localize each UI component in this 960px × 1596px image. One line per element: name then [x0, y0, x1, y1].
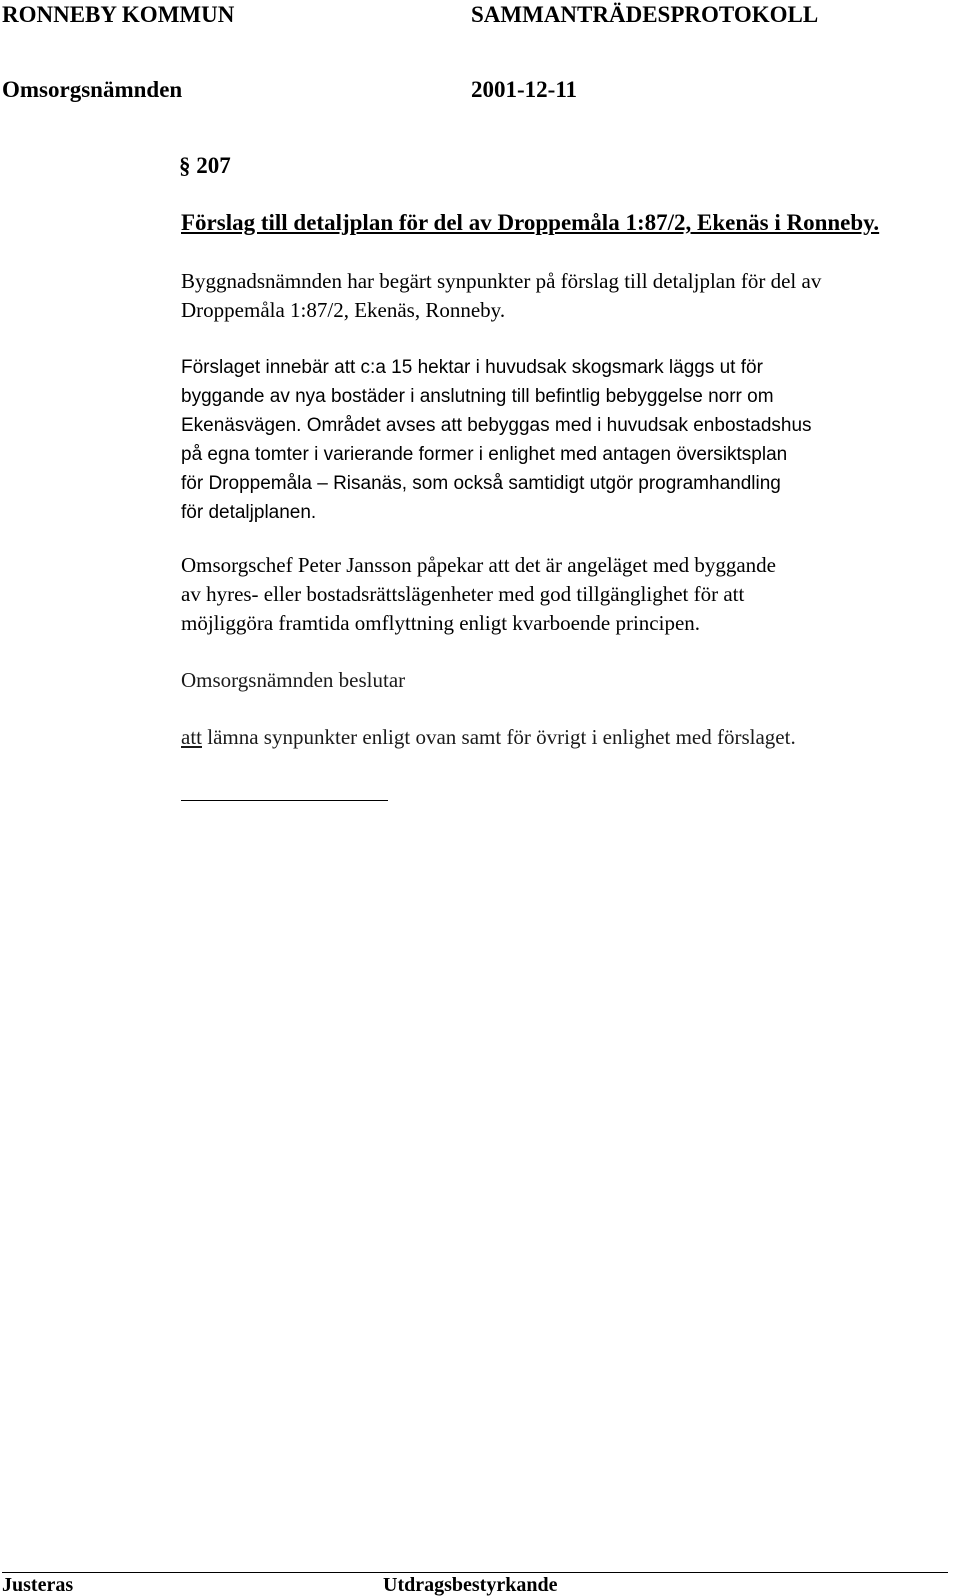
paragraph-request	[181, 267, 941, 325]
paragraph-line: för detaljplanen.	[181, 502, 317, 523]
paragraph-comment	[181, 551, 941, 638]
paragraph-line: Byggnadsnämnden har begärt synpunkter på förslag till detaljplan för del av	[181, 269, 822, 293]
footer-adjusted-label: Justeras	[2, 1574, 74, 1596]
decision-text	[181, 723, 796, 752]
paragraph-line: byggande av nya bostäder i anslutning till befintlig bebyggelse norr om	[181, 386, 774, 407]
section-title: Förslag till detaljplan för del av Droppemåla 1:87/2, Ekenäs i Ronneby.	[181, 210, 880, 235]
section-number: 207	[196, 153, 231, 178]
paragraph-line: för Droppemåla – Risanäs, som också samtidigt utgör programhandling	[181, 473, 781, 494]
municipality-name: RONNEBY KOMMUN	[2, 2, 235, 27]
paragraph-line: av hyres- eller bostadsrättslägenheter med god tillgänglighet för att	[181, 582, 745, 606]
paragraph-line: Omsorgschef Peter Jansson påpekar att det är angeläget med byggande	[181, 553, 776, 577]
paragraph-line: på egna tomter i varierande former i enlighet med antagen översiktsplan	[181, 444, 788, 465]
footer-certification-label: Utdragsbestyrkande	[383, 1574, 558, 1596]
document-type: SAMMANTRÄDESPROTOKOLL	[471, 2, 819, 27]
paragraph-line: Förslaget innebär att c:a 15 hektar i huvudsak skogsmark läggs ut för	[181, 357, 763, 378]
section-heading	[179, 153, 231, 179]
footer-rule	[2, 1572, 948, 1573]
committee-name: Omsorgsnämnden	[2, 77, 183, 102]
decision-body: lämna synpunkter enligt ovan samt för övrigt i enlighet med förslaget.	[207, 725, 796, 749]
signature-line	[181, 800, 388, 801]
paragraph-line: Droppemåla 1:87/2, Ekenäs, Ronneby.	[181, 298, 506, 322]
paragraph-line: Ekenäsvägen. Området avses att bebyggas med i huvudsak enbostadshus	[181, 415, 812, 436]
paragraph-line: möjliggöra framtida omflyttning enligt kvarboende principen.	[181, 611, 701, 635]
section-symbol: §	[179, 153, 191, 178]
decision-att-word: att	[181, 725, 202, 749]
decision-intro: Omsorgsnämnden beslutar	[181, 668, 406, 692]
paragraph-proposal	[181, 353, 941, 527]
meeting-date: 2001-12-11	[471, 77, 578, 102]
